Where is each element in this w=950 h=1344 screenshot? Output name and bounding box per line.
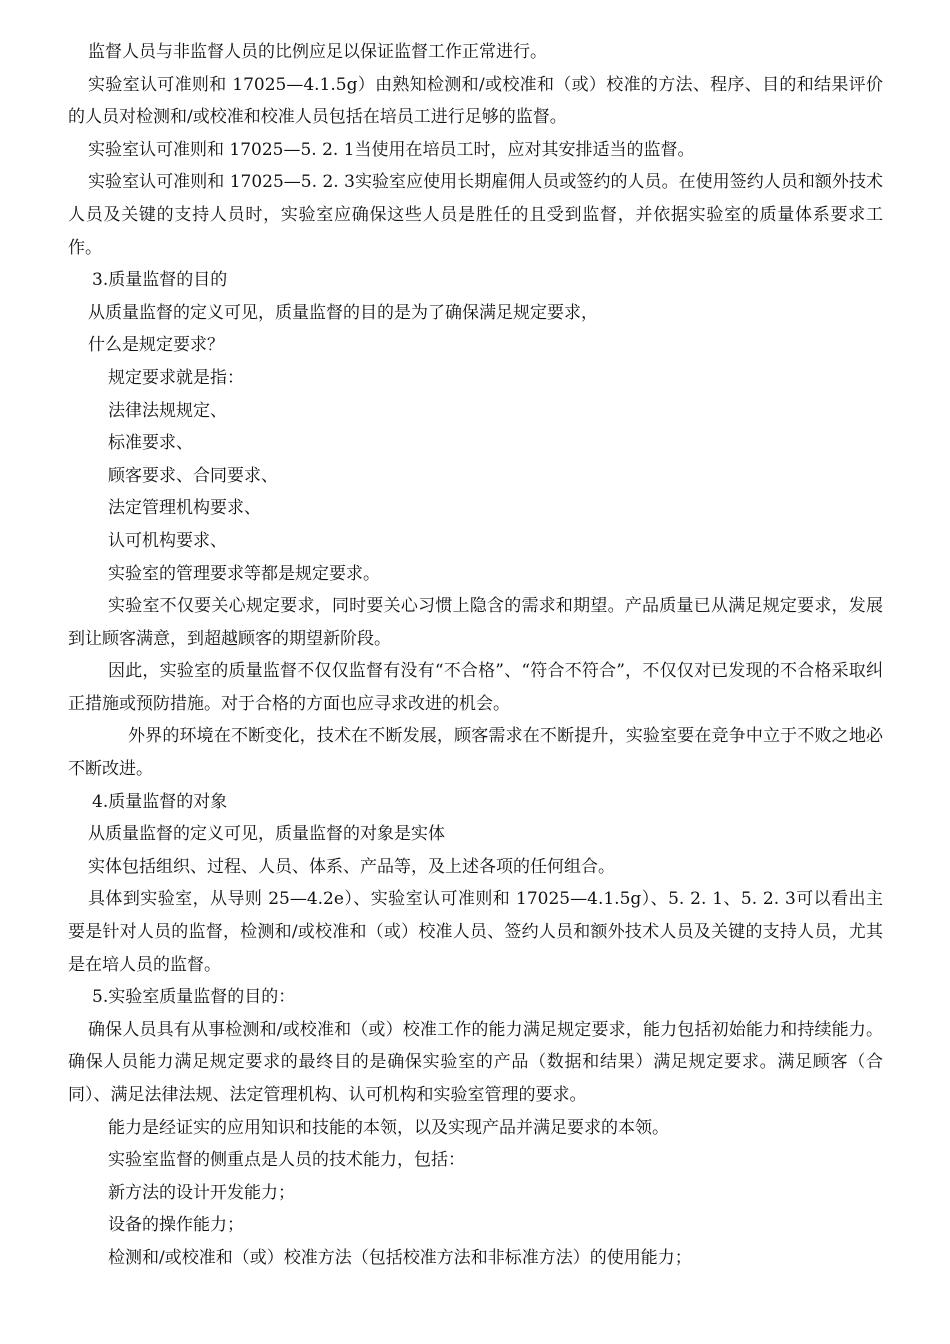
paragraph-entity: 实体包括组织、过程、人员、体系、产品等，及上述各项的任何组合。 bbox=[88, 856, 615, 877]
section-heading-3: 3.质量监督的目的 bbox=[92, 270, 228, 291]
list-item-accreditation: 认可机构要求、 bbox=[108, 530, 227, 551]
paragraph-ensure-competence: 确保人员具有从事检测和/或校准和（或）校准工作的能力满足规定要求，能力包括初始能力和持续能力。确保人员能力满足规定要求的最终目的是确保实验室的产品（数据和结果）满足规定要求。满足顾客（合同）、满足法律法规、法定管理机构、认可机构和实验室管理的要求。 bbox=[68, 1019, 883, 1105]
paragraph-environment: 外界的环境在不断变化，技术在不断发展，顾客需求在不断提升，实验室要在竞争中立于不败之地必不断改进。 bbox=[68, 726, 883, 780]
list-item-standards: 标准要求、 bbox=[108, 433, 193, 454]
paragraph-clause-5-2-3: 实验室认可准则和 17025—5. 2. 3实验室应使用长期雇佣人员或签约的人员。在使用签约人员和额外技术人员及关键的支持人员时，实验室应确保这些人员是胜任的且受到监督，并依据实验室的质量体系要求工作。 bbox=[68, 172, 883, 258]
list-item-method-usage: 检测和/或校准和（或）校准方法（包括校准方法和非标准方法）的使用能力； bbox=[108, 1247, 692, 1268]
paragraph-focus: 实验室监督的侧重点是人员的技术能力，包括： bbox=[108, 1150, 465, 1171]
paragraph-implied-needs: 实验室不仅要关心规定要求，同时要关心习惯上隐含的需求和期望。产品质量已从满足规定要求，发展到让顾客满意，到超越顾客的期望新阶段。 bbox=[68, 596, 883, 649]
paragraph-supervisor-ratio: 监督人员与非监督人员的比例应足以保证监督工作正常进行。 bbox=[88, 42, 547, 62]
paragraph-purpose-definition: 从质量监督的定义可见，质量监督的目的是为了确保满足规定要求， bbox=[88, 302, 598, 323]
section-heading-4: 4.质量监督的对象 bbox=[92, 791, 228, 812]
paragraph-clause-5-2-1: 实验室认可准则和 17025—5. 2. 1当使用在培员工时，应对其安排适当的监督。 bbox=[88, 139, 695, 160]
paragraph-competence-definition: 能力是经证实的应用知识和技能的本领，以及实现产品并满足要求的本领。 bbox=[108, 1117, 669, 1138]
paragraph-therefore: 因此，实验室的质量监督不仅仅监督有没有“不合格”、“符合不符合”，不仅仅对已发现的不合格采取纠正措施或预防措施。对于合格的方面也应寻求改进的机会。 bbox=[68, 661, 883, 714]
paragraph-lab-specific: 具体到实验室，从导则 25—4.2e）、实验室认可准则和 17025—4.1.5g）、5. 2. 1、5. 2. 3可以看出主要是针对人员的监督，检测和/或校准和（或）校准人员、签约人员和额外技术人员及关键的支持人员，尤其是在培人员的监督。 bbox=[68, 889, 883, 975]
list-item-new-method: 新方法的设计开发能力； bbox=[108, 1182, 295, 1203]
paragraph-what-is-requirement: 什么是规定要求？ bbox=[88, 335, 224, 356]
paragraph-object-definition: 从质量监督的定义可见，质量监督的对象是实体 bbox=[88, 824, 445, 845]
list-item-customer: 顾客要求、合同要求、 bbox=[108, 465, 278, 486]
list-item-laws: 法律法规规定、 bbox=[108, 400, 227, 421]
list-item-equipment: 设备的操作能力； bbox=[108, 1215, 244, 1236]
document-body bbox=[68, 36, 883, 1275]
paragraph-clause-4-1-5g: 实验室认可准则和 17025—4.1.5g）由熟知检测和/或校准和（或）校准的方法、程序、目的和结果评价的人员对检测和/或校准和校准人员包括在培员工进行足够的监督。 bbox=[68, 74, 883, 128]
list-item-management: 实验室的管理要求等都是规定要求。 bbox=[108, 563, 380, 584]
paragraph-requirement-means: 规定要求就是指： bbox=[108, 367, 244, 388]
section-heading-5: 5.实验室质量监督的目的： bbox=[92, 987, 296, 1008]
list-item-authority: 法定管理机构要求、 bbox=[108, 498, 261, 519]
